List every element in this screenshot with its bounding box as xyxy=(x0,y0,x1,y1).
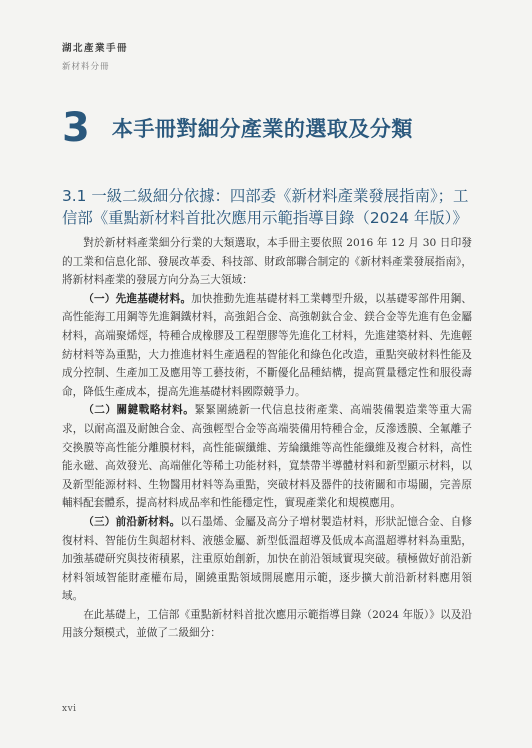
paragraph-frontier-materials xyxy=(62,513,472,606)
book-subtitle: 新材料分冊 xyxy=(62,62,110,72)
section-heading: 3.1 一級二級細分依據：四部委《新材料產業發展指南》；工信部《重點新材料首批次應用示範指導目錄（2024 年版）》 xyxy=(62,187,469,227)
paragraph-closing xyxy=(62,606,472,643)
running-header xyxy=(62,40,128,72)
chapter-title: 本手冊對細分產業的選取及分類 xyxy=(111,117,413,141)
chapter-number: 3 xyxy=(62,105,90,151)
paragraph-text: 緊緊圍繞新一代信息技術產業、高端裝備製造業等重大需求，以耐高溫及耐蝕合金、高強輕型合金等高端裝備用特種合金，反滲透膜、全氟離子交換膜等高性能分離膜材料，高性能碳纖維、芳綸纖維等高性能纖維及複合材料，高性能永磁、高效發光、高端催化等稀土功能材料，寬禁帶半導體材料和新型顯示材料，以及新型能源材料、生物醫用材料等為重點，突破材料及器件的技術關和市場關，完善原輔料配套體系，提高材料成品率和性能穩定性，實現產業化和規模應用。 xyxy=(62,404,473,510)
paragraph-text: 在此基礎上，工信部《重點新材料首批次應用示範指導目錄（2024 年版）》以及沿用該分類模式，並做了二級細分： xyxy=(62,608,472,640)
paragraph-text: 以石墨烯、金屬及高分子增材製造材料，形狀記憶合金、自修復材料、智能仿生與超材料、液態金屬、新型低溫超導及低成本高溫超導材料為重點，加強基礎研究與技術積累，注重原始創新，加快在前沿領域實現突破。積極做好前沿新材料領域智能財產權布局，圍繞重點領域開展應用示範，逐步擴大前沿新材料應用領域。 xyxy=(62,515,473,603)
paragraph-advanced-basic-materials xyxy=(62,290,472,402)
paragraph-intro xyxy=(62,234,472,290)
chapter-heading xyxy=(62,105,413,151)
book-title: 湖北產業手冊 xyxy=(62,43,129,54)
body-text xyxy=(62,234,472,643)
page-number: xvi xyxy=(62,704,77,714)
paragraph-text: 對於新材料產業細分行業的大類選取，本手冊主要依照 2016 年 12 月 30 日印發的工業和信息化部、發展改革委、科技部、財政部聯合制定的《新材料產業發展指南》，將新材料產業的發展方向分為三大領域： xyxy=(62,237,472,287)
paragraph-lead: （一）先進基礎材料。 xyxy=(83,292,192,305)
paragraph-lead: （二）關鍵戰略材料。 xyxy=(83,404,195,417)
paragraph-text: 加快推動先進基礎材料工業轉型升級，以基礎零部件用鋼、高性能海工用鋼等先進鋼鐵材料，高強鋁合金、高強韌鈦合金、鎂合金等先進有色金屬材料，高端聚烯烴，特種合成橡膠及工程塑膠等先進化工材料，先進建築材料、先進輕紡材料等為重點，大力推進材料生產過程的智能化和綠色化改造，重點突破材料性能及成分控制、生產加工及應用等工藝技術，不斷優化品種結構，提高質量穩定性和服役壽命，降低生產成本，提高先進基礎材料國際競爭力。 xyxy=(62,292,472,398)
paragraph-lead: （三）前沿新材料。 xyxy=(83,515,181,528)
paragraph-key-strategic-materials xyxy=(62,401,472,513)
